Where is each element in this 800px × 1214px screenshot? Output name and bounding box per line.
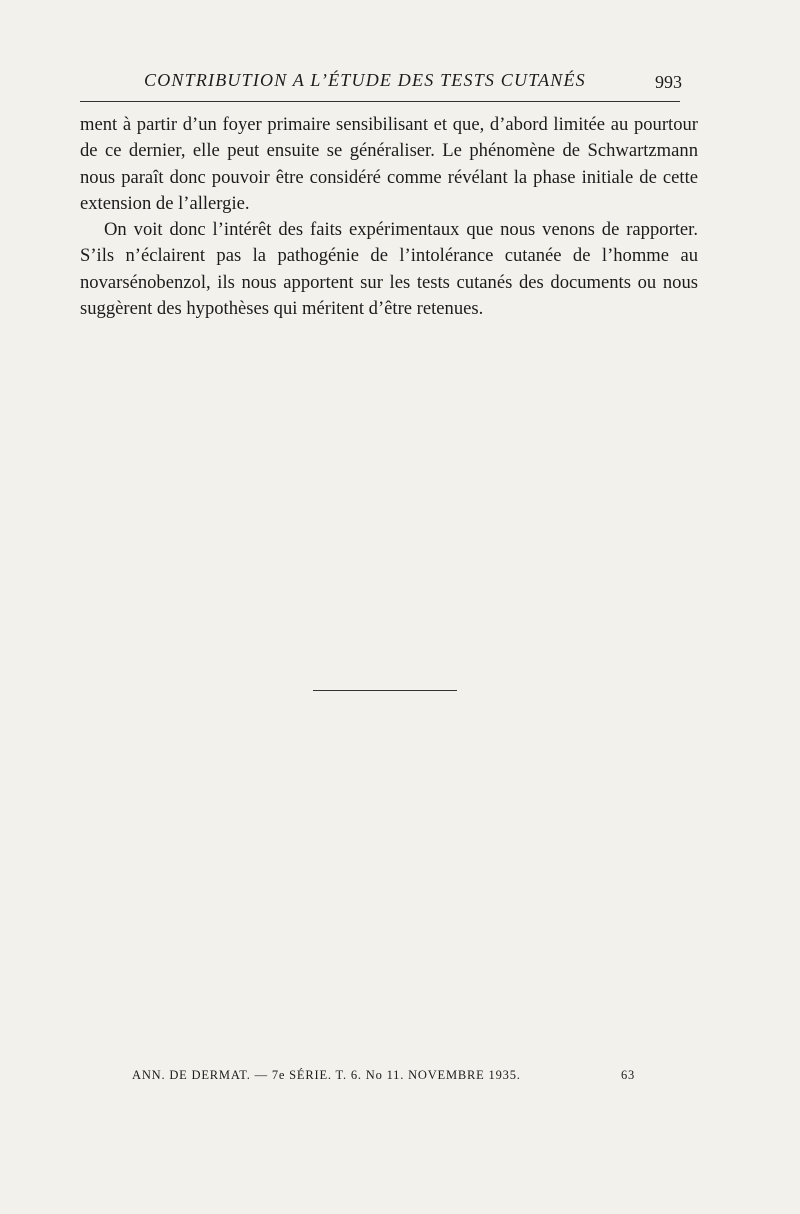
paragraph-conclusion: On voit donc l’intérêt des faits expérimentaux que nous venons de rapporter. S’ils n’éclairent pas la pathogénie de l’intolérance cutanée de l’homme au novarsénobenzol, ils nous apportent sur les tests cutanés des documents ou nous suggèrent des hypothèses qui méritent d’être retenues. <box>80 219 698 320</box>
journal-reference: ANN. DE DERMAT. — 7e SÉRIE. T. 6. No 11. NOVEMBRE 1935. <box>132 1068 521 1082</box>
header-rule <box>80 101 680 102</box>
running-head <box>80 66 682 96</box>
running-title: CONTRIBUTION A L’ÉTUDE DES TESTS CUTANÉS <box>144 70 586 90</box>
page-number: 993 <box>655 72 682 92</box>
paragraph-continuation: ment à partir d’un foyer primaire sensibilisant et que, d’abord limitée au pourtour de ce dernier, elle peut ensuite se généraliser. Le phénomène de Schwartzmann nous paraît donc pouvoir être considéré comme révélant la phase initiale de cette extension de l’allergie. <box>80 114 698 214</box>
page-footer <box>80 1068 680 1088</box>
body-text <box>80 112 698 322</box>
end-of-article-rule <box>313 690 457 691</box>
signature-mark: 63 <box>621 1068 636 1082</box>
